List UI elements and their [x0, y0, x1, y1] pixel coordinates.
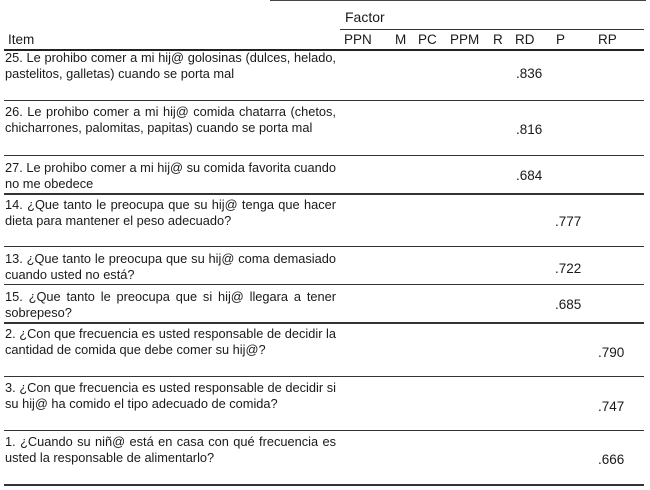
- table-row-item: 26. Le prohibo comer a mi hij@ comida chatarra (chetos, chicharrones, palomitas, papitas) cuando se porta mal: [5, 104, 336, 135]
- column-header-p: P: [556, 32, 566, 47]
- table-row-item: 25. Le prohibo comer a mi hij@ golosinas (dulces, helado, pastelitos, galletas) cuando se porta mal: [5, 50, 336, 81]
- column-header-rd: RD: [515, 32, 535, 47]
- item-column-header: Item: [8, 32, 35, 47]
- factor-loading-value: .685: [555, 297, 582, 312]
- row-divider: [4, 155, 644, 156]
- column-header-ppn: PPN: [344, 32, 372, 47]
- column-header-pc: PC: [418, 32, 437, 47]
- column-header-m: M: [395, 32, 407, 47]
- row-divider: [4, 376, 644, 377]
- factor-loading-value: .747: [598, 399, 625, 414]
- factor-header-rule: [340, 29, 644, 30]
- factor-group-header: Factor: [345, 9, 385, 25]
- table-row-item: 15. ¿Que tanto le preocupa que si hij@ llegara a tener sobrepeso?: [5, 289, 336, 320]
- factor-loading-value: .777: [555, 214, 582, 229]
- table-row-item: 3. ¿Con que frecuencia es usted responsable de decidir si su hij@ ha comido el tipo adecuado de comida?: [5, 380, 336, 411]
- column-header-rp: RP: [598, 32, 617, 47]
- table-row-item: 1. ¿Cuando su niñ@ está en casa con qué frecuencia es usted la responsable de alimentarlo?: [5, 434, 336, 465]
- row-divider: [4, 430, 644, 431]
- factor-loading-value: .722: [555, 261, 582, 276]
- factor-loading-value: .684: [516, 168, 543, 183]
- factor-loading-value: .666: [598, 452, 625, 467]
- column-header-ppm: PPM: [450, 32, 480, 47]
- factor-loading-value: .816: [516, 122, 543, 137]
- factor-loading-value: .836: [516, 66, 543, 81]
- row-divider: [4, 100, 644, 101]
- table-bottom-rule: [4, 484, 644, 486]
- row-divider: [4, 193, 644, 195]
- table-row-item: 14. ¿Que tanto le preocupa que su hij@ tenga que hacer dieta para mantener el peso adecuado?: [5, 197, 336, 228]
- row-divider: [4, 284, 644, 285]
- row-divider: [4, 322, 644, 324]
- top-border-fragment: [270, 0, 646, 1]
- column-header-r: R: [493, 32, 503, 47]
- table-row-item: 13. ¿Que tanto le preocupa que su hij@ coma demasiado cuando usted no está?: [5, 251, 336, 282]
- table-row-item: 27. Le prohibo comer a mi hij@ su comida favorita cuando no me obedece: [5, 160, 336, 191]
- table-row-item: 2. ¿Con que frecuencia es usted responsable de decidir la cantidad de comida que debe comer su hij@?: [5, 326, 336, 357]
- factor-loading-value: .790: [598, 345, 625, 360]
- row-divider: [4, 246, 644, 247]
